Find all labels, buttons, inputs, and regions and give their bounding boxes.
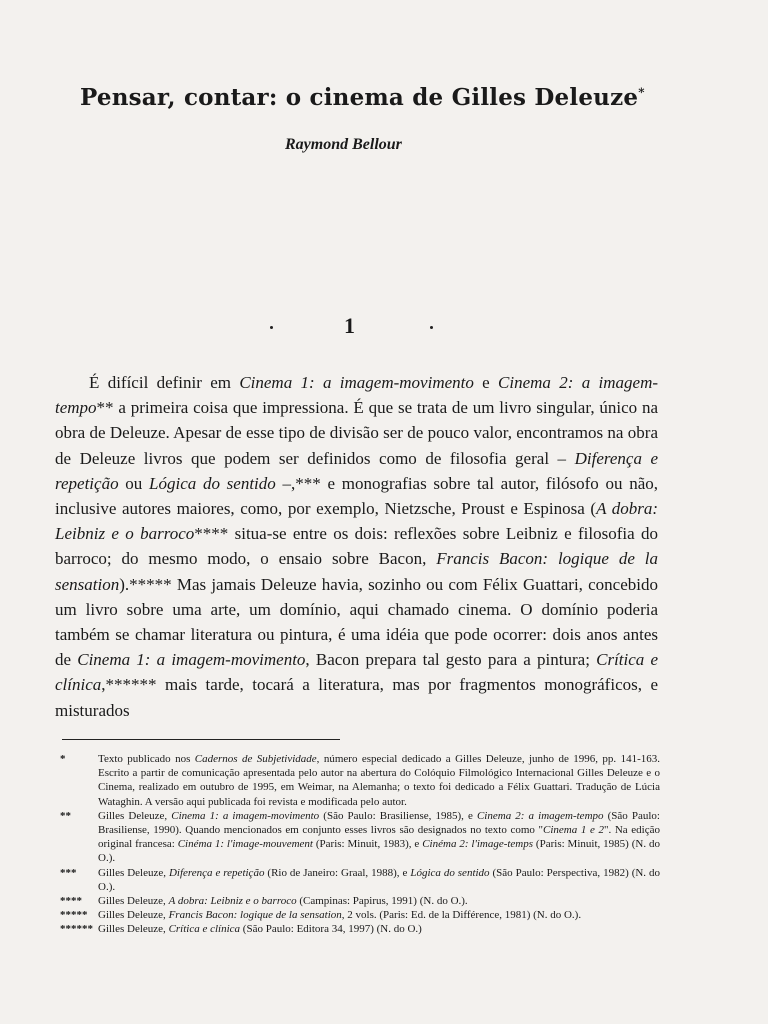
decorative-dot [430, 326, 433, 329]
text-run: (São Paulo: Brasiliense, 1985), e [319, 809, 477, 822]
book-title-a-dobra: A dobra: Leibniz e o barroco [55, 499, 658, 544]
text-run: ". Na edição original francesa: [98, 824, 660, 851]
text-run: (Rio de Janeiro: Graal, 1988), e [264, 866, 411, 879]
footnote [60, 908, 660, 922]
footnote [60, 866, 660, 894]
book-title: Crítica e clínica [168, 923, 241, 936]
book-title-francis-bacon: Francis Bacon: logique de la sensation [55, 549, 658, 594]
text-run: , Bacon prepara tal gesto para a pintura; [305, 650, 597, 670]
text-run: É difícil definir em [89, 373, 240, 392]
body-paragraph [55, 370, 658, 723]
text-run: **** situa-se entre os dois: reflexões sobre Leibniz e filosofia do barroco; do mesmo modo, o ensaio sobre Bacon, [55, 524, 658, 569]
footnote-marker: ** [60, 809, 71, 822]
book-title: Cinema 2: a imagem-tempo [476, 809, 604, 822]
chapter-title-text: Pensar, contar: o cinema de Gilles Deleuze [80, 84, 639, 111]
book-title: Cinema 1: a imagem-movimento [171, 809, 320, 822]
text-run: ,****** mais tarde, tocará a literatura, mas por fragmentos monográficos, e misturados [55, 675, 658, 720]
book-title: Cinéma 1: l'image-mouvement [177, 838, 313, 851]
book-title-cinema-2: Cinema 2: a imagem-tempo [55, 373, 659, 418]
footnote-marker: ***** [60, 909, 88, 922]
footnotes [60, 752, 660, 937]
text-run: ** a primeira coisa que impressiona. É que se trata de um livro singular, único na obra de Deleuze. Apesar de esse tipo de divisão ser de pouco valor, encontramos na obra de Deleuze livros que podem ser definidos como de filosofia geral – [55, 398, 658, 468]
title-footnote-marker: * [638, 85, 645, 100]
author-name: Raymond Bellour [285, 136, 402, 153]
text-run: Gilles Deleuze, [98, 866, 169, 879]
text-run: (São Paulo: Brasiliense, 1990). Quando mencionados em conjunto esses livros são designados no texto como " [98, 809, 660, 837]
book-title-critica: Crítica e clínica [55, 650, 659, 695]
footnote [60, 809, 660, 866]
book-title: Cadernos de Subjetividade [194, 753, 317, 765]
book-title: Cinéma 2: l'image-temps [422, 838, 534, 851]
footnote-marker: ****** [60, 923, 93, 936]
book-title: Cinema 1 e 2 [543, 824, 604, 837]
text-run: (Paris: Minuit, 1983), e [312, 838, 423, 851]
text-run: , número especial dedicado a Gilles Deleuze, junho de 1996, pp. 141-163. Escrito a partir de comunicação apresentada pelo autor na abertura do Colóquio Filmológico Internacional Gilles Deleuze e o Cinema, realizado em outubro de 1995, em Weimar, na Alemanha; o texto foi dedicado a Félix Guattari. Tradução de Lúcia Wataghin. A versão aqui publicada foi revista e modificada pelo autor. [98, 753, 660, 808]
footnote-marker: **** [60, 895, 82, 908]
footnote [60, 922, 660, 936]
text-run: –,*** e monografias sobre tal autor, filósofo ou não, inclusive autores maiores, como, por exemplo, Nietzsche, Proust e Espinosa ( [55, 473, 658, 519]
text-run: (Campinas: Papirus, 1991) (N. do O.). [296, 895, 468, 908]
book-title: Francis Bacon: logique de la sensation [168, 909, 342, 922]
text-run: , 2 vols. (Paris: Ed. de la Différence, 1981) (N. do O.). [341, 909, 582, 922]
text-run: Gilles Deleuze, [98, 895, 169, 908]
book-title-diferenca: Diferença e repetição [55, 448, 659, 493]
text-run: Texto publicado nos [98, 753, 195, 765]
book-title: Lógica do sentido [410, 866, 490, 879]
book-title-cinema-1: Cinema 1: a imagem-movimento [239, 373, 474, 392]
footnote-marker: * [60, 753, 66, 765]
decorative-dot [270, 326, 273, 329]
text-run: ou [118, 473, 150, 493]
section-number: 1 [344, 313, 355, 338]
book-title-logica: Lógica do sentido [149, 473, 276, 493]
footnote-divider [62, 739, 340, 740]
text-run: Gilles Deleuze, [98, 809, 172, 822]
text-run: ).***** Mas jamais Deleuze havia, sozinho ou com Félix Guattari, concebido um livro sobre uma arte, um domínio, aqui chamado cinema. O domínio poderia também se chamar literatura ou pintura, é uma idéia que pode ocorrer: dois anos antes de [55, 574, 658, 670]
footnote [60, 894, 660, 908]
chapter-title [80, 84, 700, 111]
text-run: (Paris: Minuit, 1985) (N. do O.). [98, 838, 660, 865]
footnote-marker: *** [60, 866, 77, 879]
footnote [60, 752, 660, 809]
text-run: (São Paulo: Perspectiva, 1982) (N. do O.). [98, 866, 661, 893]
text-run: Gilles Deleuze, [98, 923, 169, 936]
text-run: Gilles Deleuze, [98, 909, 169, 922]
text-run: (São Paulo: Editora 34, 1997) (N. do O.) [240, 923, 422, 936]
text-run: e [473, 373, 499, 392]
book-title: Diferença e repetição [168, 866, 265, 879]
book-title-cinema-1: Cinema 1: a imagem-movimento [77, 650, 306, 670]
book-title: A dobra: Leibniz e o barroco [168, 895, 297, 908]
